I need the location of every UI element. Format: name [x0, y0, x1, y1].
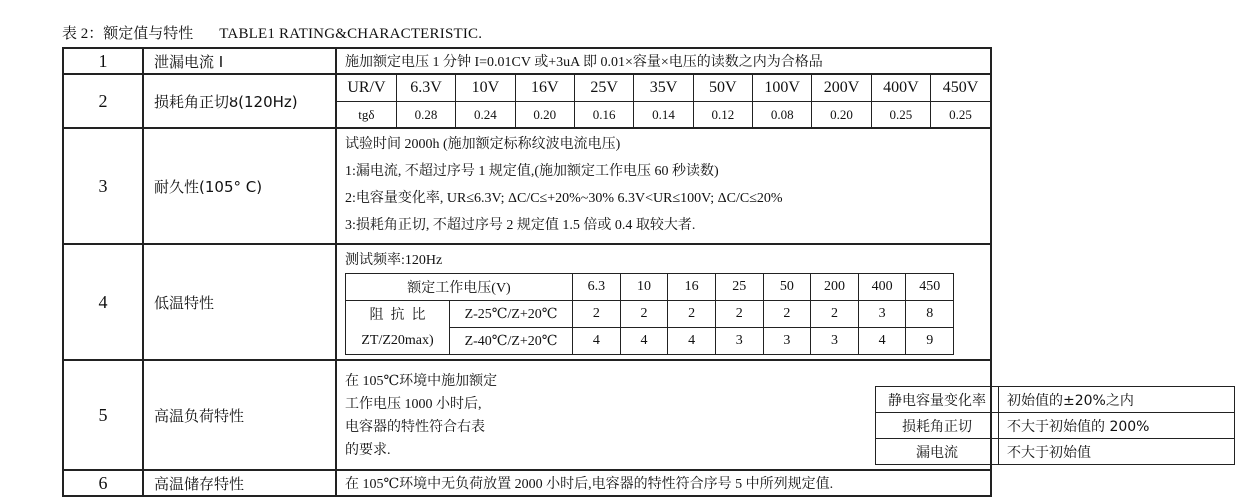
- ratio-value: 4: [668, 328, 716, 355]
- item-leakage-current: 泄漏电流 I: [143, 48, 336, 74]
- endurance-spec: [336, 128, 991, 244]
- endurance-line: 2:电容量变化率, UR≤6.3V; ΔC/C≤+20%~30% 6.3V<UR≤100V; ΔC/C≤20%: [345, 191, 783, 206]
- item-low-temperature: 低温特性: [143, 244, 336, 360]
- dissipation-factor-table: [337, 75, 990, 127]
- endurance-line: 试验时间 2000h (施加额定标称纹波电流电压): [345, 137, 621, 152]
- tg-value: 0.25: [871, 102, 930, 128]
- ratio-value: 8: [906, 301, 954, 328]
- low-temperature-cell: [336, 244, 991, 360]
- voltage-header: 6.3: [573, 274, 621, 301]
- voltage-header: 100V: [753, 75, 812, 102]
- spec-key: 损耗角正切: [876, 413, 999, 439]
- caption-cn: 表 2：额定值与特性: [62, 26, 194, 42]
- tg-value: 0.20: [515, 102, 574, 128]
- ratio-value: 2: [573, 301, 621, 328]
- voltage-header: 16V: [515, 75, 574, 102]
- ratio-value: 2: [763, 301, 811, 328]
- high-temp-load-table: [875, 386, 1235, 465]
- row-number: 1: [63, 48, 143, 74]
- voltage-header: 400: [858, 274, 906, 301]
- table-row: [63, 470, 991, 496]
- dissipation-factor-cell: [336, 74, 991, 128]
- rating-characteristic-table: [62, 47, 1150, 497]
- table-caption: [62, 22, 482, 43]
- desc-line: 工作电压 1000 小时后,: [345, 397, 482, 412]
- rated-voltage-label: 额定工作电压(V): [346, 274, 573, 301]
- high-temp-load-description: [345, 370, 497, 462]
- spec-value: 不大于初始值的 200%: [999, 413, 1235, 439]
- voltage-header: 200: [811, 274, 859, 301]
- tg-value: 0.25: [931, 102, 990, 128]
- item-dissipation-factor: 损耗角正切ȣ(120Hz): [143, 74, 336, 128]
- voltage-header: 6.3V: [396, 75, 455, 102]
- voltage-header: 450: [906, 274, 954, 301]
- caption-en: TABLE1 RATING&CHARACTERISTIC.: [219, 26, 483, 42]
- row-number: 2: [63, 74, 143, 128]
- voltage-header: 35V: [634, 75, 693, 102]
- tg-value: 0.12: [693, 102, 752, 128]
- spec-key: 静电容量变化率: [876, 387, 999, 413]
- impedance-ratio-label: 阻 抗 比: [346, 301, 450, 328]
- condition-label: Z-25℃/Z+20℃: [450, 301, 573, 328]
- endurance-line: 3:损耗角正切, 不超过序号 2 规定值 1.5 倍或 0.4 取较大者.: [345, 218, 696, 233]
- spec-value: 不大于初始值: [999, 439, 1235, 465]
- ratio-value: 2: [620, 301, 668, 328]
- ratio-value: 2: [811, 301, 859, 328]
- ratio-value: 3: [858, 301, 906, 328]
- row-number: 6: [63, 470, 143, 496]
- table-row: [63, 360, 991, 470]
- ratio-value: 2: [715, 301, 763, 328]
- test-frequency: 测试频率:120Hz: [345, 253, 443, 268]
- voltage-label: UR/V: [337, 75, 396, 102]
- ratio-value: 2: [668, 301, 716, 328]
- ratio-value: 4: [620, 328, 668, 355]
- leakage-current-spec: 施加额定电压 1 分钟 I=0.01CV 或+3uA 即 0.01×容量×电压的读数之内为合格品: [336, 48, 991, 74]
- voltage-header: 200V: [812, 75, 871, 102]
- row-number: 5: [63, 360, 143, 470]
- endurance-line: 1:漏电流, 不超过序号 1 规定值,(施加额定工作电压 60 秒读数): [345, 164, 719, 179]
- tg-value: 0.08: [753, 102, 812, 128]
- row-number: 3: [63, 128, 143, 244]
- tg-value: 0.14: [634, 102, 693, 128]
- desc-line: 在 105℃环境中施加额定: [345, 374, 498, 389]
- high-temp-load-cell: [336, 360, 1150, 470]
- voltage-header: 10: [620, 274, 668, 301]
- item-high-temp-load: 高温负荷特性: [143, 360, 336, 470]
- voltage-header: 25: [715, 274, 763, 301]
- impedance-ratio-table: [345, 273, 954, 355]
- voltage-header: 16: [668, 274, 716, 301]
- voltage-header: 450V: [931, 75, 990, 102]
- ratio-value: 3: [715, 328, 763, 355]
- desc-line: 电容器的特性符合右表: [345, 420, 485, 435]
- voltage-header: 10V: [456, 75, 515, 102]
- table-row: [63, 74, 991, 128]
- condition-label: Z-40℃/Z+20℃: [450, 328, 573, 355]
- impedance-ratio-sublabel: ZT/Z20max): [346, 328, 450, 355]
- voltage-header: 25V: [574, 75, 633, 102]
- desc-line: 的要求.: [345, 443, 391, 458]
- ratio-value: 4: [573, 328, 621, 355]
- table-row: [63, 128, 991, 244]
- high-temp-storage-spec: 在 105℃环境中无负荷放置 2000 小时后,电容器的特性符合序号 5 中所列规定值.: [336, 470, 991, 496]
- ratio-value: 4: [858, 328, 906, 355]
- voltage-header: 50V: [693, 75, 752, 102]
- tg-label: tgδ: [337, 102, 396, 128]
- table-row: [63, 48, 991, 74]
- tg-value: 0.20: [812, 102, 871, 128]
- voltage-header: 400V: [871, 75, 930, 102]
- spec-key: 漏电流: [876, 439, 999, 465]
- tg-value: 0.16: [574, 102, 633, 128]
- item-high-temp-storage: 高温储存特性: [143, 470, 336, 496]
- tg-value: 0.24: [456, 102, 515, 128]
- ratio-value: 3: [763, 328, 811, 355]
- table-row: [63, 244, 991, 360]
- tg-value: 0.28: [396, 102, 455, 128]
- voltage-header: 50: [763, 274, 811, 301]
- ratio-value: 3: [811, 328, 859, 355]
- ratio-value: 9: [906, 328, 954, 355]
- spec-value: 初始值的±20%之内: [999, 387, 1235, 413]
- row-number: 4: [63, 244, 143, 360]
- item-endurance: 耐久性(105° C): [143, 128, 336, 244]
